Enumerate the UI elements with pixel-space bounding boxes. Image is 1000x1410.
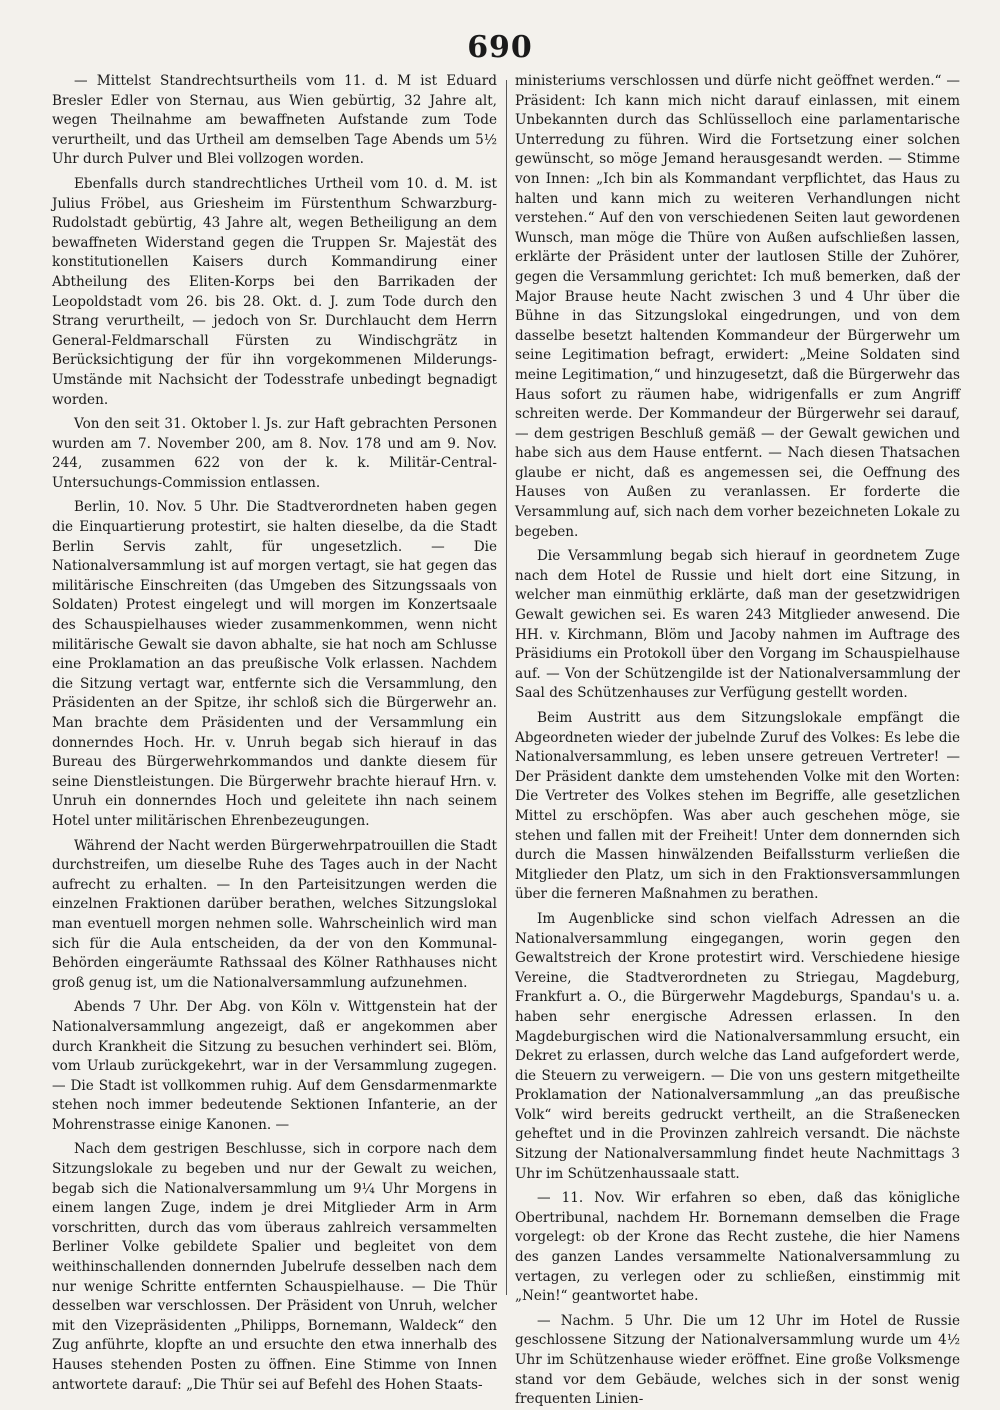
paragraph-entlassen: Von den seit 31. Oktober l. Js. zur Haft gebrachten Personen wurden am 7. November 200, am 8. Nov. 178 und am 9. Nov. 244, zusammen 622 von der k. k. Militär-Central-Untersuchungs-Commission entlassen. bbox=[52, 416, 497, 491]
paragraph-adressen: Im Augenblicke sind schon vielfach Adressen an die Nationalversammlung eingegangen, worin gegen den Gewaltstreich der Krone protestirt wird. Verschiedene hiesige Vereine, die Stadtverordneten zu Striegau, Magdeburg, Frankfurt a. O., die Bürgerwehr Magdeburgs, Spandau's u. a. haben sehr energische Adressen erlassen. In den Magdeburgischen wird die Nationalversammlung ersucht, ein Dekret zu erlassen, durch welche das Land aufgefordert werde, die Steuern zu verweigern. — Die von uns gestern mitgetheilte Proklamation der Nationalversammlung „an das preußische Volk“ wird bereits gedruckt vertheilt, an die Straßenecken geheftet und in die Provinzen zahlreich versandt. Die nächste Sitzung der Nationalversammlung findet heute Nachmittags 3 Uhr im Schützenhaussaale statt. bbox=[515, 910, 960, 1182]
paragraph-berlin-10-nov: Berlin, 10. Nov. 5 Uhr. Die Stadtverordneten haben gegen die Einquartierung protestirt, sie halten dieselbe, da die Stadt Berlin Servis zahlt, für ungesetzlich. — Die Nationalversammlung ist auf morgen vertagt, sie hat gegen das militärische Einschreiten (das Umgeben des Sitzungssaals von Soldaten) Protest eingelegt und will morgen im Konzertsaale des Schauspielhauses wieder zusammenkommen, wenn nicht militärische Gewalt sie davon abhalte, sie hat noch am Schlusse eine Proklamation an das preußische Volk erlassen. Nachdem die Sitzung vertagt war, entfernte sich die Versammlung, den Präsidenten an der Spitze, ihr schloß sich die Bürgerwehr an. Man brachte dem Präsidenten und der Versammlung ein donnerndes Hoch. Hr. v. Unruh begab sich hierauf in das Bureau des Bürgerwehrkommandos und dankte diesem für seine Dienstleistungen. Die Bürgerwehr brachte hierauf Hrn. v. Unruh ein donnerndes Hoch und geleitete ihn nach seinem Hotel unter militärischen Ehrenbezeugungen. bbox=[52, 499, 497, 829]
paragraph-buergerwehr-nacht: Während der Nacht werden Bürgerwehrpatrouillen die Stadt durchstreifen, um dieselbe Ruhe des Tages auch in der Nacht aufrecht zu erhalten. — In den Parteisitzungen werden die einzelnen Fraktionen darüber berathen, welches Sitzungslokal man eventuell morgen nehmen solle. Wahrscheinlich wird man sich für die Aula entscheiden, da der von den Kommunal-Behörden eingeräumte Rathssaal des Kölner Rathhauses nicht groß genug ist, um die Nationalversammlung aufzunehmen. bbox=[52, 837, 497, 991]
page-number: 690 bbox=[467, 30, 533, 65]
paragraph-hotel-de-russie: Die Versammlung begab sich hierauf in geordnetem Zuge nach dem Hotel de Russie und hielt dort eine Sitzung, in welcher man einmüthig erklärte, daß man der gesetzwidrigen Gewalt gewichen sei. Es waren 243 Mitglieder anwesend. Die HH. v. Kirchmann, Blöm und Jacoby nahmen im Auftrage des Präsidiums ein Protokoll über den Vorgang im Schauspielhause auf. — Von der Schützengilde ist der Nationalversammlung der Saal des Schützenhauses zur Verfügung gestellt worden. bbox=[515, 548, 960, 702]
paragraph-abends-7-uhr: Abends 7 Uhr. Der Abg. von Köln v. Wittgenstein hat der Nationalversammlung angezeigt, daß er angekommen aber durch Krankheit die Sitzung zu besuchen verhindert sei. Blöm, vom Urlaub zurückgekehrt, war in der Versammlung zugegen. — Die Stadt ist vollkommen ruhig. Auf dem Gensdarmenmarkte stehen noch immer bedeutende Sektionen Infanterie, an der Mohrenstrasse einige Kanonen. — bbox=[52, 999, 497, 1133]
paragraph-staatsministeriums: ministeriums verschlossen und dürfe nicht geöffnet werden.“ — Präsident: Ich kann mich nicht darauf einlassen, mit einem Unbekannten durch das Schlüsselloch eine parlamentarische Unterredung zu führen. Wird die Fortsetzung einer solchen gewünscht, so möge Jemand herausgesandt werden. — Stimme von Innen: „Ich bin als Kommandant verpflichtet, das Haus zu halten und kann mich zu weiteren Verhandlungen nicht verstehen.“ Auf den von verschiedenen Seiten laut gewordenen Wunsch, man möge die Thüre von Außen aufschließen lassen, erklärte der Präsident unter der lautlosen Stille der Zuhörer, gegen die Versammlung gerichtet: Ich muß bemerken, daß der Major Brause heute Nacht zwischen 3 und 4 Uhr über die Bühne in das Sitzungslokal eingedrungen, und von dem dasselbe besetzt haltenden Kommandeur der Bürgerwehr um seine Legitimation befragt, erwidert: „Meine Soldaten sind meine Legitimation,“ und hinzugesetzt, daß die Bürgerwehr das Haus sofort zu räumen habe, widrigenfalls er zum Angriff schreiten werde. Der Kommandeur der Bürgerwehr sei darauf, — dem gestrigen Beschluß gemäß — der Gewalt gewichen und habe sich aus dem Hause entfernt. — Nach diesen Thatsachen glaube er nicht, daß es angemessen sei, die Oeffnung des Hauses von Außen zu veranlassen. Er forderte die Versammlung auf, sich nach dem vorher bezeichneten Lokale zu begeben. bbox=[515, 73, 960, 540]
paragraph-11-nov: — 11. Nov. Wir erfahren so eben, daß das königliche Obertribunal, nachdem Hr. Bornemann demselben die Frage vorgelegt: ob der Krone das Recht zustehe, die hier Namens des ganzen Landes versammelte Nationalversammlung zu vertagen, zu verlegen oder zu schließen, einstimmig mit „Nein!“ geantwortet habe. bbox=[515, 1190, 960, 1305]
paragraph-in-corpore: Nach dem gestrigen Beschlusse, sich in corpore nach dem Sitzungslokale zu begeben und nur der Gewalt zu weichen, begab sich die Nationalversammlung um 9¼ Uhr Morgens in einem langen Zuge, indem je drei Mitglieder Arm in Arm vorschritten, durch das vom überaus zahlreich versammelten Berliner Volke gebildete Spalier und begleitet von dem weithinschallenden donnernden Jubelrufe desselben nach dem nur wenige Schritte entfernten Schauspielhause. — Die Thür desselben war verschlossen. Der Präsident von Unruh, welcher mit den Vizepräsidenten „Philipps, Bornemann, Waldeck“ den Zug anführte, klopfte an und ersuchte den etwa innerhalb des Hauses stehenden Posten zu öffnen. Eine Stimme von Innen antwortete darauf: „Die Thür sei auf Befehl des Hohen Staats- bbox=[52, 1141, 497, 1393]
column-divider bbox=[506, 80, 507, 1295]
paragraph-froebel: Ebenfalls durch standrechtliches Urtheil vom 10. d. M. ist Julius Fröbel, aus Griesheim im Fürstenthum Schwarzburg-Rudolstadt gebürtig, 43 Jahre alt, wegen Betheiligung an dem bewaffneten Widerstand gegen die Truppen Sr. Majestät des konstitutionellen Kaisers durch Kommandirung einer Abtheilung des Eliten-Korps bei den Barrikaden der Leopoldstadt vom 26. bis 28. Okt. d. J. zum Tode durch den Strang verurtheilt, — jedoch von Sr. Durchlaucht dem Herrn General-Feldmarschall Fürsten zu Windischgrätz in Berücksichtigung der für ihn vorgekommenen Milderungs-Umstände mit Nachsicht der Todesstrafe unbedingt begnadigt worden. bbox=[52, 175, 497, 408]
paragraph-standrecht-bresler: — Mittelst Standrechtsurtheils vom 11. d. M ist Eduard Bresler Edler von Sternau, aus Wien gebürtig, 32 Jahre alt, wegen Theilnahme am bewaffneten Aufstande zum Tode verurtheilt, und das Urtheil am demselben Tage Abends um 5½ Uhr durch Pulver und Blei vollzogen worden. bbox=[52, 73, 497, 168]
paragraph-austritt: Beim Austritt aus dem Sitzungslokale empfängt die Abgeordneten wieder der jubelnde Zuruf des Volkes: Es lebe die Nationalversammlung, es leben unsere getreuen Vertreter! — Der Präsident dankte dem umstehenden Volke mit den Worten: Die Vertreter des Volkes stehen im Begriffe, alle gesetzlichen Mittel zu erschöpfen. Was aber auch geschehen möge, sie stehen und fallen mit der Freiheit! Unter dem donnernden sich durch die Massen hinwälzenden Beifallssturm verließen die Mitglieder den Platz, um sich in den Fraktionsversammlungen über die ferneren Maßnahmen zu berathen. bbox=[515, 710, 960, 903]
right-column bbox=[515, 72, 960, 1408]
paragraph-nachm-5-uhr: — Nachm. 5 Uhr. Die um 12 Uhr im Hotel de Russie geschlossene Sitzung der Nationalversammlung wurde um 4½ Uhr im Schützenhause wieder eröffnet. Eine große Volksmenge stand vor dem Gebäude, welches sich in der sonst wenig frequenten Linien- bbox=[515, 1312, 960, 1408]
left-column bbox=[52, 72, 497, 1393]
